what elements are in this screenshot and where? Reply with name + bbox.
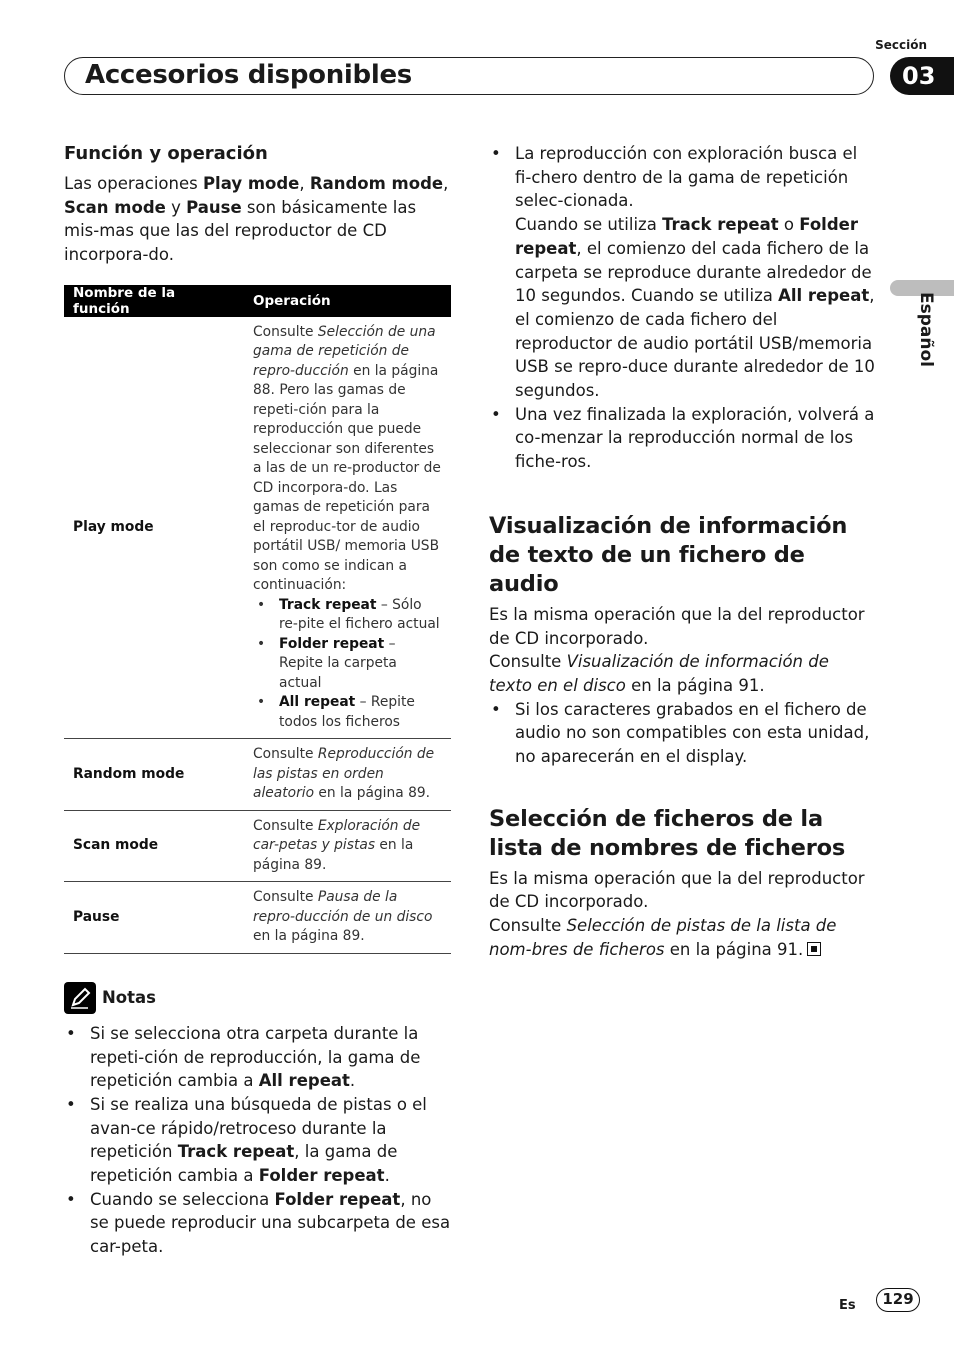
section-text-info-title: Visualización de información de texto de un fichero de audio (489, 512, 848, 597)
operation-cell: Consulte Reproducción de las pistas en orden aleatorio en la página 89. (244, 739, 451, 811)
function-name-cell: Random mode (64, 739, 244, 811)
table-row (64, 739, 451, 811)
function-name-cell: Pause (64, 882, 244, 954)
intro-text: son básicamente las mis-mas que las del reproductor de CD incorpora-do. (64, 197, 417, 265)
function-name-inline: Play mode (202, 174, 300, 193)
table-row (64, 882, 451, 954)
operation-cell: Consulte Selección de una gama de repetición de repro-ducción en la página 88. Pero las gamas de repeti-ción para la reproducción que puede seleccionar son diferentes a las de un re-productor de CD incorpora-do. Las gamas de repetición para el reproduc-tor de audio portátil USB/ memoria USB son como se indican a continuación: • Track repeat – Sólo re-pite el fichero actual • Folder repeat – Repite la carpeta actual • All repeat – Repite todos los ficheros (244, 317, 451, 739)
list-item: • Si se selecciona otra carpeta durante la repeti-ción de reproducción, la gama de repetición cambia a All repeat. (90, 1022, 452, 1093)
table-row (64, 810, 451, 882)
section-label: Sección (875, 38, 927, 52)
right-column (489, 142, 877, 962)
function-heading: Función y operación (64, 143, 268, 164)
list-item: • Si los caracteres grabados en el fichero de audio no son compatibles con esta unidad, no aparecerán en el display. (515, 698, 877, 769)
language-tab-label: Español (916, 292, 936, 367)
list-item: • Cuando se selecciona Folder repeat, no se puede reproducir una subcarpeta de esa car-peta. (90, 1188, 452, 1259)
notes-title: Notas (102, 988, 156, 1008)
page-title: Accesorios disponibles (85, 60, 412, 90)
left-column (64, 142, 452, 1259)
notes-list (64, 1022, 452, 1259)
operation-cell: Consulte Pausa de la repro-ducción de un disco en la página 89. (244, 882, 451, 954)
list-item: • Track repeat – Sólo re-pite el fichero actual (279, 596, 442, 635)
intro-text: , (443, 174, 449, 193)
function-name-cell: Scan mode (64, 810, 244, 882)
section-number-badge: 03 (890, 57, 954, 95)
function-table (64, 285, 451, 954)
intro-text: Las operaciones (64, 174, 203, 193)
scan-notes-list (489, 142, 877, 474)
header-bar (64, 57, 874, 95)
function-name-inline: Random mode (309, 174, 444, 193)
function-name-inline: Pause (186, 197, 242, 217)
section-file-list-title: Selección de ficheros de la lista de nombres de ficheros (489, 805, 846, 861)
list-item: • Una vez finalizada la exploración, volverá a co-menzar la reproducción normal de los fiche-ros. (515, 403, 877, 474)
list-item: • La reproducción con exploración busca el fi-chero dentro de la gama de repetición selec-cionada. Cuando se utiliza Track repeat o Folder repeat, el comienzo del cada fichero de la carpeta se reproduce durante alrededor de 10 segundos. Cuando se utiliza All repeat, el comienzo de cada fichero del reproductor de audio portátil USB/memoria USB se repro-duce durante alrededor de 10 segundos. (515, 142, 877, 403)
intro-paragraph (64, 172, 452, 267)
table-row (64, 317, 451, 739)
list-item: • All repeat – Repite todos los ficheros (279, 693, 442, 732)
function-name-cell: Play mode (64, 317, 244, 739)
section-file-list-body: Es la misma operación que la del reproductor de CD incorporado. Consulte Selección de pistas de la lista de nom-bres de ficheros en la página 91. (489, 868, 865, 959)
list-item: • Si se realiza una búsqueda de pistas o el avan-ce rápido/retroceso durante la repetición Track repeat, la gama de repetición cambia a Folder repeat. (90, 1093, 452, 1188)
function-name-inline: Scan mode (64, 197, 166, 217)
end-of-section-icon (807, 942, 821, 956)
notes-header (64, 982, 452, 1014)
operation-cell: Consulte Exploración de car-petas y pistas en la página 89. (244, 810, 451, 882)
page-number: 129 (876, 1288, 920, 1312)
table-header-operation: Operación (244, 285, 451, 317)
section-text-info-bullets (489, 698, 877, 769)
intro-text: y (165, 197, 187, 217)
pencil-note-icon (64, 982, 96, 1014)
table-header-function: Nombre de la función (64, 285, 244, 317)
footer-language-code: Es (839, 1298, 856, 1313)
section-text-info-body: Es la misma operación que la del reproductor de CD incorporado. Consulte Visualización de información de texto en el disco en la página 91. (489, 604, 865, 695)
list-item: • Folder repeat – Repite la carpeta actual (279, 635, 442, 694)
intro-text: , (299, 174, 310, 193)
